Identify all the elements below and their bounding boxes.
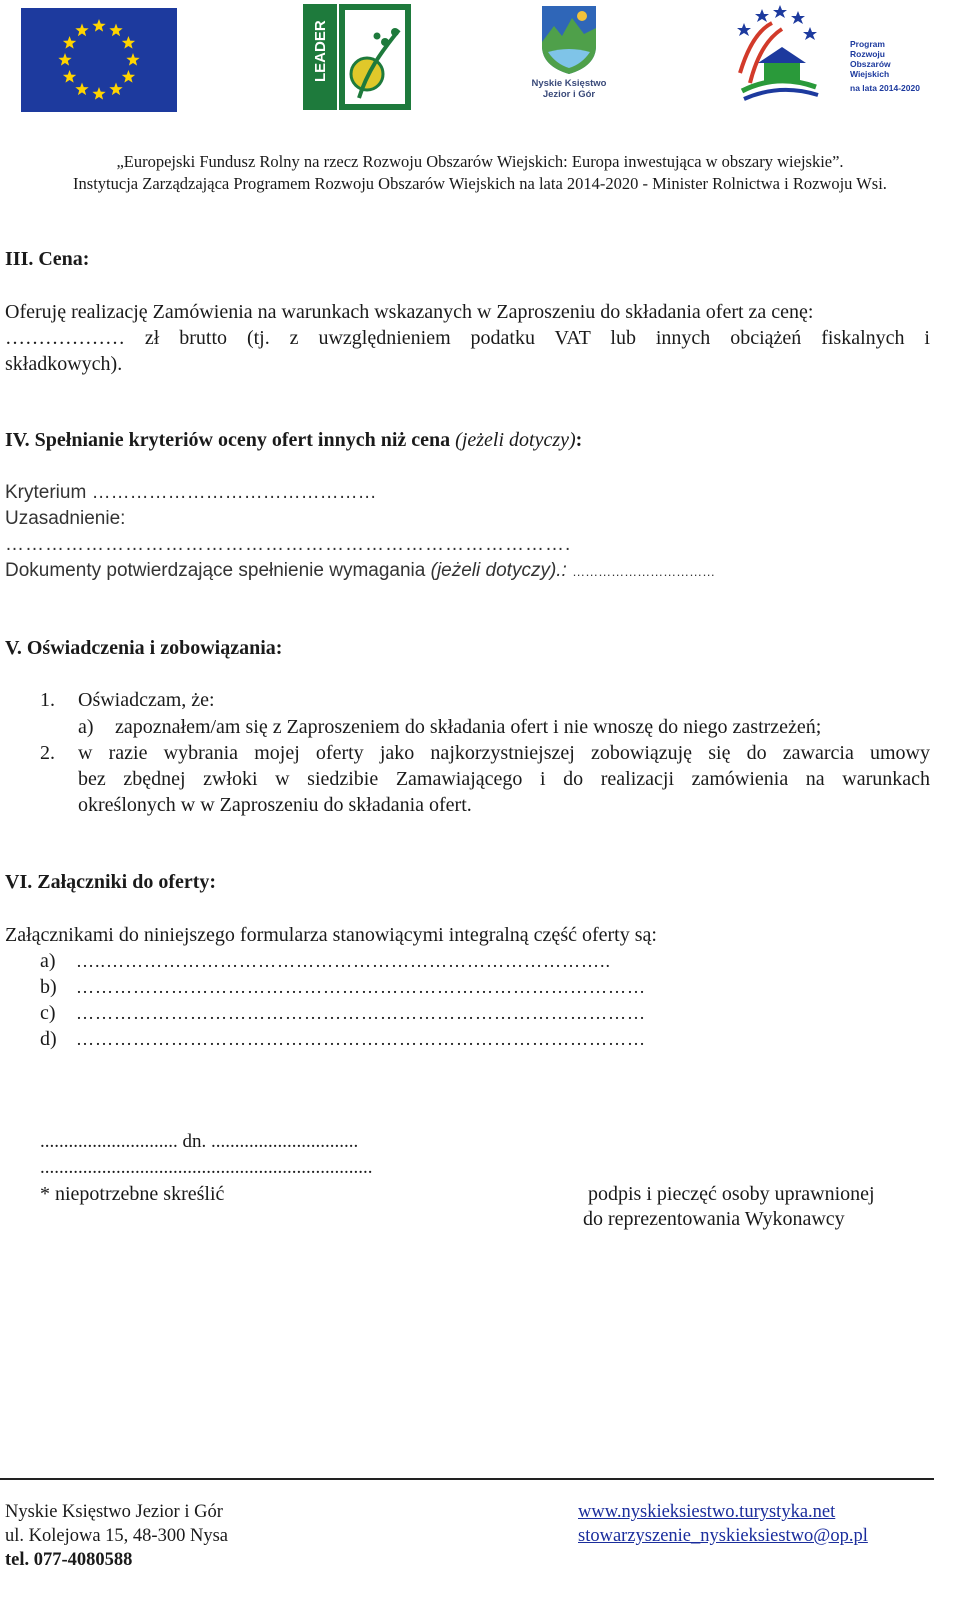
- eu-stars-icon: [21, 8, 177, 112]
- uzasadnienie-label: Uzasadnienie:: [5, 508, 126, 529]
- prow-line-1: Program: [850, 39, 885, 49]
- attachment-a-dots: …..……………………………………………………………………..: [76, 951, 611, 971]
- eu-star-icon: [92, 19, 105, 32]
- nysa-logo: [530, 2, 608, 100]
- eu-star-icon: [63, 36, 76, 49]
- dokumenty-text: Dokumenty potwierdzające spełnienie wymagania: [5, 560, 426, 581]
- dokumenty-italic: (jeżeli dotyczy).:: [430, 560, 567, 581]
- footer-phone: tel. 077-4080588: [5, 1550, 133, 1570]
- section-3-line-1: Oferuję realizację Zamówienia na warunkach wskazanych w Zaproszeniu do składania ofert za cenę:: [5, 301, 814, 323]
- header-line-2: Instytucja Zarządzająca Programem Rozwoju Obszarów Wiejskich na lata 2014-2020 - Minister Rolnictwa i Rozwoju Wsi.: [73, 174, 887, 193]
- strike-note: * niepotrzebne skreślić: [40, 1183, 225, 1205]
- eu-star-icon: [122, 36, 135, 49]
- signature-caption-2: do reprezentowania Wykonawcy: [583, 1208, 845, 1230]
- section-4-title-italic: (jeżeli dotyczy): [455, 429, 576, 451]
- eu-star-icon: [92, 87, 105, 100]
- footer-org: Nyskie Księstwo Jezior i Gór: [5, 1502, 223, 1522]
- eu-star-icon: [58, 53, 71, 66]
- section-6-title: VI. Załączniki do oferty:: [5, 871, 217, 893]
- item-1a-letter: a): [78, 716, 94, 738]
- attachment-b-dots: ………………………………………………………………………………: [76, 977, 646, 997]
- dokumenty-line: [5, 558, 715, 585]
- eu-star-icon: [63, 70, 76, 83]
- section-4-title-main: IV. Spełnianie kryteriów oceny ofert innych niż cena: [5, 429, 451, 451]
- header-line-1: „Europejski Fundusz Rolny na rzecz Rozwoju Obszarów Wiejskich: Europa inwestująca w obszary wiejskie”.: [116, 152, 844, 171]
- eu-star-icon: [109, 24, 122, 37]
- item-2-line-3: określonych w w Zaproszeniu do składania ofert.: [78, 794, 472, 816]
- section-5-title: V. Oświadczenia i zobowiązania:: [5, 637, 283, 659]
- attachment-c-dots: ………………………………………………………………………………: [76, 1003, 646, 1023]
- item-2-line-1: w razie wybrania mojej oferty jako najkorzystniejszej zobowiązuję się do zawarcia umowy: [78, 742, 930, 764]
- footer-address: ul. Kolejowa 15, 48-300 Nysa: [5, 1526, 228, 1546]
- item-2-number: 2.: [40, 742, 55, 764]
- attachment-b-letter: b): [40, 976, 57, 998]
- item-1a-text: zapoznałem/am się z Zaproszeniem do składania ofert i nie wnoszę do niego zastrzeżeń;: [115, 716, 822, 738]
- attachment-c-letter: c): [40, 1002, 56, 1024]
- section-3-title: III. Cena:: [5, 248, 90, 270]
- eu-flag-logo: [21, 8, 177, 112]
- eu-star-icon: [126, 53, 139, 66]
- signature-caption-1: podpis i pieczęć osoby uprawnionej: [588, 1183, 875, 1205]
- leader-logo: [301, 2, 413, 112]
- attachment-a-letter: a): [40, 950, 56, 972]
- prow-line-5: na lata 2014-2020: [850, 83, 920, 93]
- section-4-title-suffix: :: [575, 429, 583, 451]
- eu-star-icon: [75, 24, 88, 37]
- place-date-line: ............................. dn. ...............................: [40, 1131, 359, 1152]
- section-4-title: [5, 429, 582, 452]
- nysa-logo-line1: Nyskie Księstwo: [531, 78, 607, 89]
- attachment-d-letter: d): [40, 1028, 57, 1050]
- prow-line-4: Wiejskich: [850, 69, 890, 79]
- prow-logo: [732, 3, 920, 103]
- uzasadnienie-dots: ………………………………………………………………………….: [5, 534, 572, 555]
- attachments-intro: Załącznikami do niniejszego formularza stanowiącymi integralną część oferty są:: [5, 924, 657, 946]
- eu-star-icon: [75, 82, 88, 95]
- prow-line-3: Obszarów: [850, 59, 891, 69]
- item-1-text: Oświadczam, że:: [78, 689, 215, 711]
- kryterium-line: Kryterium ………………………………………: [5, 482, 377, 503]
- attachment-d-dots: ………………………………………………………………………………: [76, 1029, 646, 1049]
- section-3-line-3: składkowych).: [5, 353, 123, 375]
- footer-website-link[interactable]: www.nyskieksiestwo.turystyka.net: [578, 1502, 836, 1522]
- prow-line-2: Rozwoju: [850, 49, 885, 59]
- signature-dots: ......................................................................: [40, 1157, 373, 1178]
- section-3-line-2: ……………… zł brutto (tj. z uwzględnieniem podatku VAT lub innych obciążeń fiskalnych i: [5, 327, 930, 349]
- nysa-logo-line2: Jezior i Gór: [542, 89, 596, 100]
- leader-text: LEADER: [312, 20, 329, 82]
- item-2-line-2: bez zbędnej zwłoki w siedzibie Zamawiającego i do realizacji zamówienia na warunkach: [78, 768, 930, 790]
- footer-email-link[interactable]: stowarzyszenie_nyskieksiestwo@op.pl: [578, 1526, 868, 1546]
- eu-star-icon: [122, 70, 135, 83]
- eu-star-icon: [109, 82, 122, 95]
- item-1-number: 1.: [40, 689, 55, 711]
- footer-divider: [0, 1478, 934, 1480]
- dokumenty-dots: ……………………………: [572, 564, 716, 579]
